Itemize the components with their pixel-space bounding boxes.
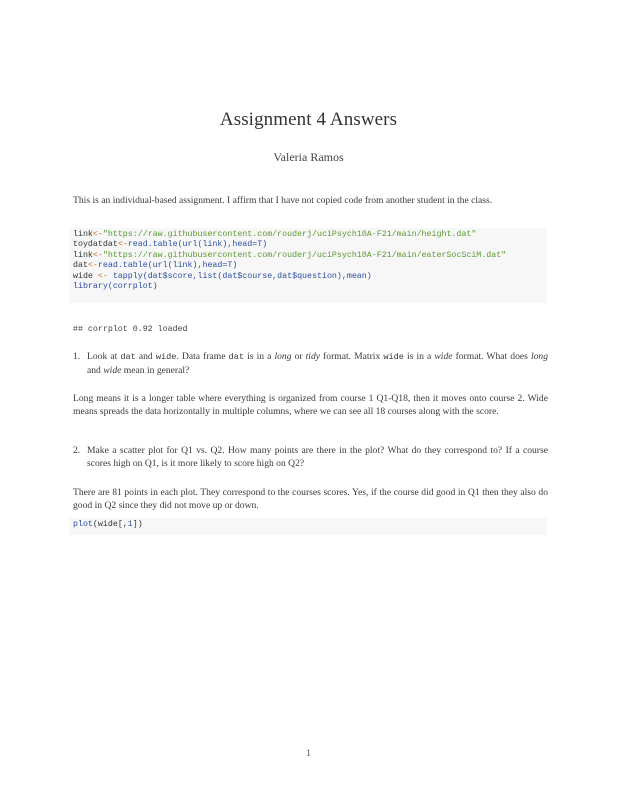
- question-number: 2.: [73, 445, 81, 456]
- code-line: link<-"https://raw.githubusercontent.com/rouderj/uciPsych10A-F21/main/height.dat": [73, 230, 477, 239]
- code-line: library(corrplot): [73, 282, 158, 292]
- question-2: 2. Make a scatter plot for Q1 vs. Q2. How many points are there in the plot? What do they correspond to? If a course scores high on Q1, is it more likely to score high on Q2?: [73, 445, 548, 469]
- code-line: dat<-read.table(url(link),head=T): [73, 261, 238, 271]
- code-block-setup: [69, 228, 547, 303]
- code-block-plot: plot(wide[,1]): [69, 518, 547, 535]
- page-number: 1: [306, 748, 311, 759]
- code-line: link<-"https://raw.githubusercontent.com/rouderj/uciPsych10A-F21/main/eaterSocSciM.dat": [73, 250, 507, 260]
- intro-paragraph: This is an individual-based assignment. I affirm that I have not copied code from another student in the class.: [73, 195, 493, 206]
- document-author: Valeria Ramos: [273, 150, 344, 164]
- answer-1-paragraph: Long means it is a longer table where everything is organized from course 1 Q1-Q18, then it moves onto course 2. Wide means spreads the data horizontally in multiple columns, where we can see all 18 courses along with the score.: [73, 393, 548, 417]
- document-title: Assignment 4 Answers: [219, 109, 398, 130]
- code-line: wide <- tapply(dat$score,list(dat$course,dat$question),mean): [73, 271, 372, 281]
- question-1: 1. Look at dat and wide. Data frame dat is in a long or tidy format. Matrix wide is in a wide format. What does long and wide mean in general?: [73, 351, 548, 376]
- answer-2-paragraph: There are 81 points in each plot. They correspond to the courses scores. Yes, if the course did good in Q1 then they also do good in Q2 since they did not move up or down.: [73, 487, 548, 511]
- code-line: toydatdat<-read.table(url(link),head=T): [73, 240, 268, 250]
- question-number: 1.: [73, 351, 81, 362]
- console-output: ## corrplot 0.92 loaded: [73, 325, 188, 334]
